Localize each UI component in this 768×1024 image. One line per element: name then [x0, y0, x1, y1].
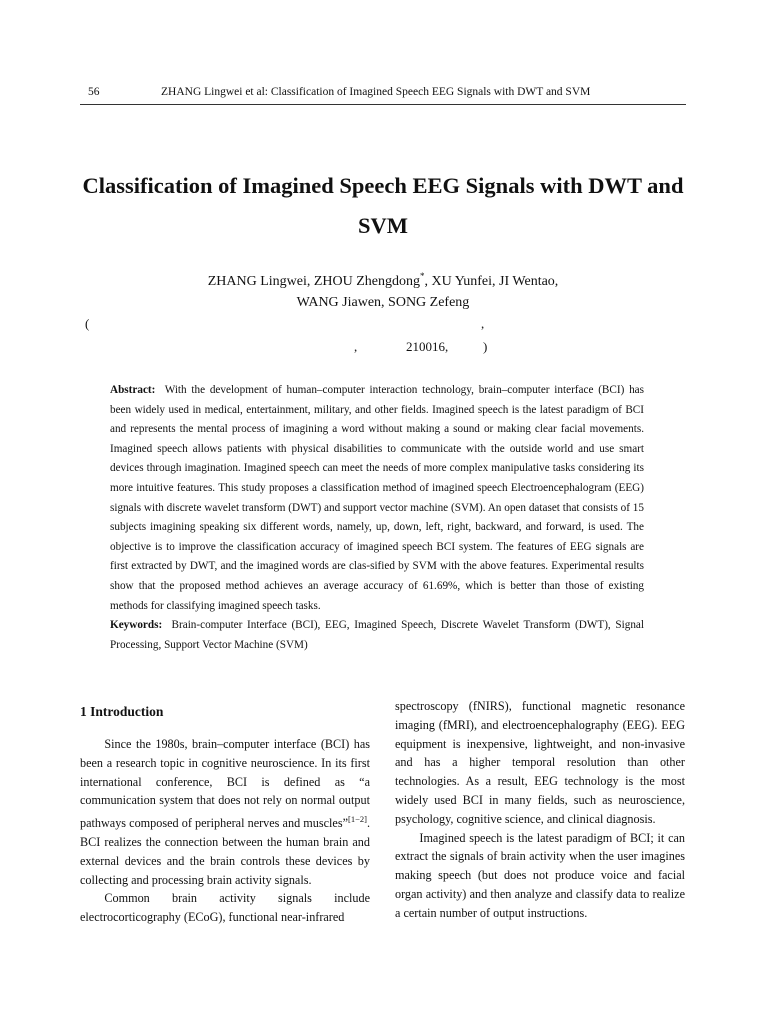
citation-1-2: [1−2] [347, 814, 367, 825]
keywords-text: Brain-computer Interface (BCI), EEG, Imagined Speech, Discrete Wavelet Transform (DWT), Signal Processing, Support Vector Machine (SVM) [110, 619, 644, 651]
paragraph-1-text-a: Since the 1980s, brain–computer interface (BCI) has been a research topic in cognitive neuroscience. In its first international conference, BCI is defined as “a communication system that does not rely on normal output pathways composed of peripheral nerves and muscles” [80, 737, 370, 831]
abstract-text: With the development of human–computer interaction technology, brain–computer interface (BCI) has been widely used in medical, entertainment, military, and other fields. Imagined speech is the latest paradigm of BCI and represents the mental process of imagining a word without making a sound or making clear facial movements. Imagined speech allows patients with physical disabilities to communicate with the outside world and use smart devices through imagination. Imagined speech can meet the needs of more complex manipulative tasks considering its more intuitive features. This study proposes a classification method of imagined speech Electroencephalogram (EEG) signals with discrete wavelet transform (DWT) and support vector machine (SVM). An open dataset that consists of 15 subjects imagining speaking six different words, namely, up, down, left, right, backward, and forward, is used. The objective is to improve the classification accuracy of imagined speech BCI system. The features of EEG signals are first extracted by DWT, and the imagined words are clas-sified by SVM with the above features. Experimental results show that the proposed method achieves an average accuracy of 61.69%, which is better than those of existing methods for classifying imagined speech tasks. [110, 384, 644, 612]
page-header [80, 84, 686, 105]
authors-part-1: ZHANG Lingwei, ZHOU Zhengdong [207, 274, 420, 289]
authors-part-2: , XU Yunfei, JI Wentao, [424, 274, 559, 289]
affiliation [80, 314, 686, 362]
affiliation-comma-1: , [481, 316, 485, 331]
body-column-left [80, 700, 370, 927]
page-number: 56 [88, 86, 100, 98]
affiliation-close-paren: ) [483, 339, 488, 354]
author-line-2: WANG Jiawen, SONG Zefeng [296, 295, 470, 310]
paragraph-1-text-b: . BCI realizes the connection between the human brain and external devices and the brain controls these devices by collecting and processing brain activity signals. [80, 816, 370, 887]
author-line-1 [80, 266, 686, 292]
affiliation-comma-2: , [354, 339, 358, 354]
body-paragraph-2: Common brain activity signals include electrocorticography (ECoG), functional near-infrared [80, 891, 370, 925]
keywords-paragraph [110, 616, 644, 655]
corresponding-author-mark: * [420, 271, 425, 281]
body-paragraph-2-continued: spectroscopy (fNIRS), functional magnetic resonance imaging (fMRI), and electroencephalography (EEG). EEG equipment is inexpensive, lightweight, and non-invasive and has a higher temporal resolution than other technologies. As a result, EEG technology is the most widely used BCI in many fields, such as neuroscience, psychology, cognitive science, and clinical diagnosis. [395, 699, 685, 826]
body-column-right [395, 697, 685, 923]
body-paragraph-1 [80, 735, 370, 889]
affiliation-open-paren: ( [85, 316, 90, 331]
author-list [80, 266, 686, 313]
abstract-block [110, 381, 644, 655]
paper-title: Classification of Imagined Speech EEG Signals with DWT and SVM [82, 173, 684, 238]
affiliation-postcode: 210016, [406, 339, 449, 354]
section-heading-introduction: 1 Introduction [80, 704, 164, 719]
running-head: ZHANG Lingwei et al: Classification of Imagined Speech EEG Signals with DWT and SVM [161, 86, 591, 98]
body-paragraph-3: Imagined speech is the latest paradigm of BCI; it can extract the signals of brain activity when the user imagines making speech (but does not produce voice and facial organ activity) and then analyze and classify data to realize a certain number of output instructions. [395, 830, 685, 920]
keywords-label: Keywords: [110, 619, 163, 632]
abstract-paragraph [110, 381, 644, 616]
abstract-label: Abstract: [110, 384, 156, 396]
